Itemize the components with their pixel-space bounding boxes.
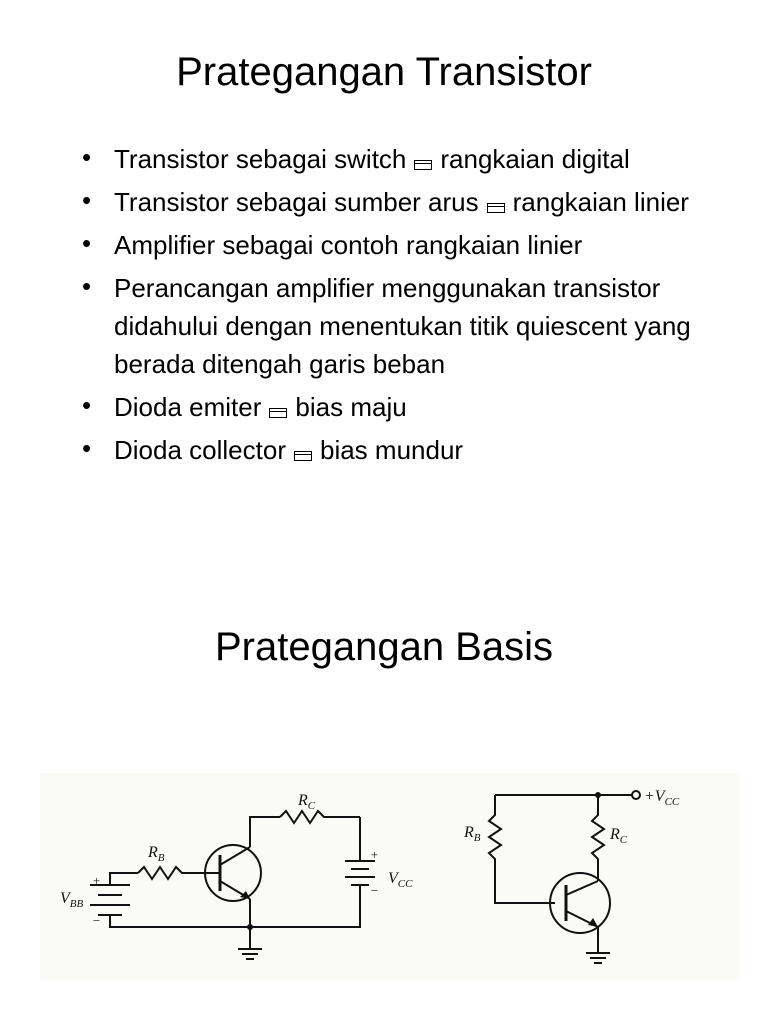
- bullet-text: Dioda emiter: [114, 392, 262, 422]
- plus-sign: +: [92, 873, 101, 888]
- transistor-symbol: [550, 873, 610, 933]
- label-rc-right: $R_C$: [610, 826, 628, 846]
- bullet-item: [80, 431, 750, 469]
- resistor-rc: [592, 795, 604, 881]
- terminal-node: [632, 791, 640, 799]
- plus-sign: +: [370, 847, 379, 862]
- junction-dot: [595, 792, 601, 798]
- circuit-figure: [40, 773, 740, 980]
- bullet-text: rangkaian linier: [512, 187, 689, 217]
- wire: [250, 885, 360, 927]
- label-rc: $R_C$: [298, 792, 316, 812]
- transistor-collector: [220, 847, 250, 865]
- label-rb: $R_B$: [148, 844, 165, 864]
- implies-icon: [269, 408, 287, 418]
- wire: [250, 817, 280, 847]
- implies-icon: [414, 160, 432, 170]
- bullet-text: Dioda collector: [114, 435, 286, 465]
- bullet-item: [80, 269, 750, 383]
- label-vcc-right: $+V_{CC}$: [644, 788, 680, 808]
- wire: [110, 873, 138, 885]
- bullet-text: Transistor sebagai sumber arus: [114, 187, 479, 217]
- resistor-rb: [489, 795, 555, 903]
- implies-icon: [294, 451, 312, 461]
- bullet-text: Amplifier sebagai contoh rangkaian linier: [114, 230, 583, 260]
- bullet-item: [80, 140, 750, 178]
- junction-dot: [247, 924, 253, 930]
- minus-sign: −: [370, 883, 379, 898]
- wire: [110, 915, 250, 927]
- bullet-list: [80, 140, 750, 474]
- resistor-rc: [280, 811, 360, 823]
- minus-sign: −: [92, 913, 101, 928]
- implies-icon: [487, 203, 505, 213]
- bullet-item: [80, 226, 750, 264]
- bullet-text: Transistor sebagai switch: [114, 144, 407, 174]
- slide-title: Prategangan Basis: [214, 625, 553, 669]
- label-vcc: $V_{CC}$: [388, 870, 413, 890]
- slide-title: Prategangan Transistor: [176, 50, 592, 94]
- bullet-text: bias mundur: [319, 435, 464, 465]
- label-rb-right: $R_B$: [464, 824, 481, 844]
- label-vbb: $V_{BB}$: [60, 890, 84, 910]
- bullet-text: rangkaian digital: [440, 144, 630, 174]
- bullet-item: [80, 388, 750, 426]
- transistor-collector: [566, 881, 598, 895]
- bullet-item: [80, 183, 750, 221]
- bullet-text: Perancangan amplifier menggunakan transistor didahului dengan menentukan titik quiescent yang berada ditengah garis beban: [114, 273, 691, 379]
- bullet-text: bias maju: [295, 392, 407, 422]
- circuit-diagrams: [40, 773, 740, 980]
- resistor-rb: [138, 867, 200, 879]
